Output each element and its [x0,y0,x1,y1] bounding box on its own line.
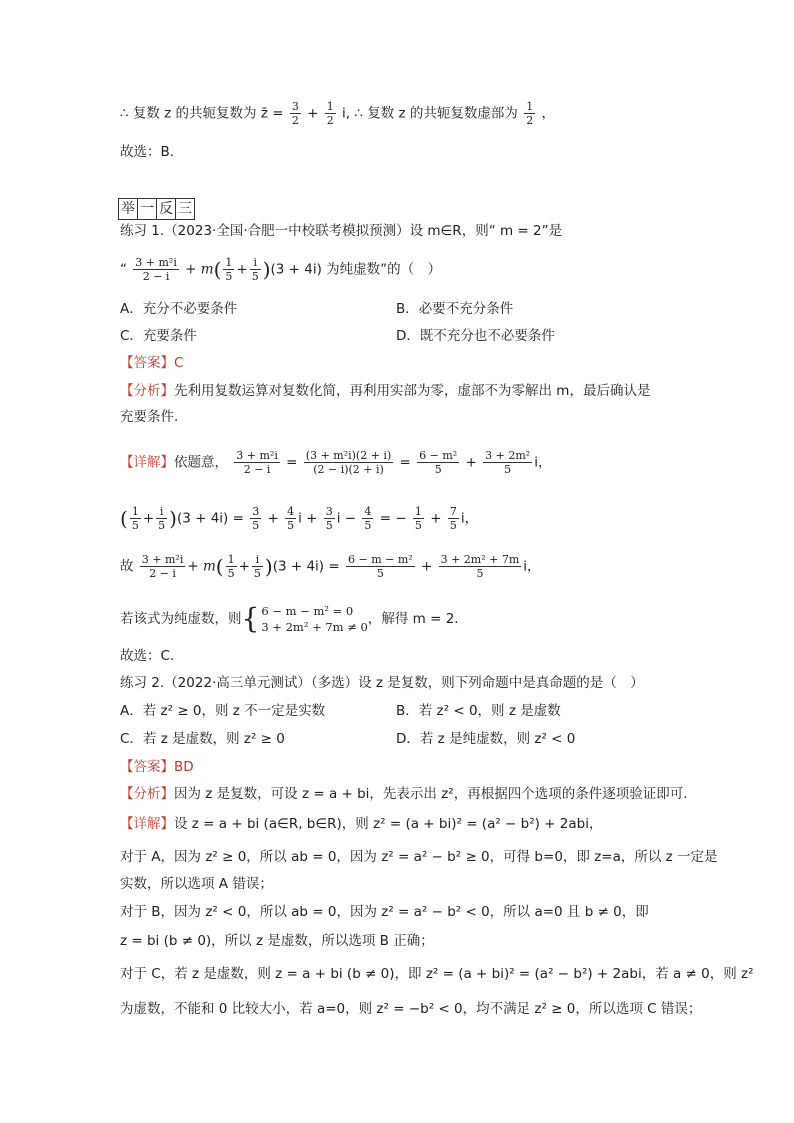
analysis-line-1: 【分析】先利用复数运算对复数化简，再利用实部为零，虚部不为零解出 m，最后确认是 [120,383,651,399]
option-a: A．若 z² ≥ 0，则 z 不一定是实数 [120,703,326,719]
detail-tag: 【详解】 [120,454,174,471]
detail-line-1: 【详解】依题意， $\frac{\text{3 + m²i}}{2 - i}$ = $\frac{\text{(3 + m²i)(2 + i)}}{(2 - i)(2 + i)}$ = $\frac{\text{6 − m²}}{5}$ + $\frac{\text{3 + 2m²}}{5}$ i， [120,449,552,476]
option-d: D．若 z 是纯虚数，则 z² < 0 [396,731,576,747]
case-b-line-2: z = bi (b ≠ 0)，所以 z 是虚数，所以选项 B 正确； [120,933,434,949]
badge-char: 反 [156,199,175,219]
answer-b-line: 故选：B. [120,144,175,160]
exercise-1-expression: “ $\frac{\text{3 + m²i}}{2 - i}$ + m( $\frac{1}{5}$ + $\frac{i}{5}$ )(3 + 4i) 为纯虚数”的（ ） [120,256,442,283]
exercise-1-stem: 练习 1.（2023·全国·合肥一中校联考模拟预测）设 m∈R，则“ m = 2”是 [120,223,563,239]
conclusion-c: 故选：C. [120,648,175,664]
answer-value: C [174,355,184,371]
option-c: C．充要条件 [120,328,197,344]
exercise-2-stem: 练习 2.（2022·高三单元测试）（多选）设 z 是复数，则下列命题中是真命题的是（ ） [120,675,644,691]
conjugate-line: ∴ 复数 z 的共轭复数为 z̄ = $\frac{3}{2}$ + $\frac{1}{2}$ i, ∴ 复数 z 的共轭复数虚部为 $\frac{1}{2}$ ， [120,100,556,127]
option-a: A．充分不必要条件 [120,301,238,317]
detail-line-1: 【详解】设 z = a + bi (a∈R, b∈R)，则 z² = (a + bi)² = (a² − b²) + 2abi， [120,816,603,832]
conjugate-text-mid: i, ∴ 复数 z 的共轭复数虚部为 [342,105,523,122]
conjugate-text-start: ∴ 复数 z 的共轭复数为 z̄ = [120,105,288,122]
system-eq-2: 3 + 2m² + 7m ≠ 0 [261,620,368,634]
case-c-line-2: 为虚数，不能和 0 比较大小，若 a=0，则 z² = −b² < 0，均不满足 z² ≥ 0，所以选项 C 错误； [120,1001,702,1017]
case-a-line-2: 实数，所以选项 A 错误； [120,876,273,892]
section-badge [118,198,195,220]
case-c-line-1: 对于 C，若 z 是虚数，则 z = a + bi (b ≠ 0)，即 z² = (a + bi)² = (a² − b²) + 2abi，若 a ≠ 0，则 z² [120,966,754,982]
badge-char: 举 [121,201,135,217]
option-b: B．若 z² < 0，则 z 是虚数 [396,703,561,719]
answer-tag: 【答案】 [120,759,174,775]
detail-line-3: 故 $\frac{\text{3 + m²i}}{2 - i}$ + m( $\frac{1}{5}$ + $\frac{i}{5}$ )(3 + 4i) = $\frac{\text{6 − m − m²}}{5}$ + $\frac{\text{3 + 2m² + 7m}}{5}$ i， [120,553,541,580]
analysis-tag: 【分析】 [120,786,174,802]
option-d: D．既不充分也不必要条件 [396,328,555,344]
fraction-one-half: $\frac{1}{2}$ [326,100,334,127]
badge-char: 一 [137,199,156,219]
answer-line [120,353,183,373]
case-a-line-1: 对于 A，因为 z² ≥ 0，所以 ab = 0，因为 z² = a² − b² ≥ 0，可得 b=0，即 z=a，所以 z 一定是 [120,849,718,865]
detail-line-4: 若该式为纯虚数，则{ 6 − m − m² = 0 3 + 2m² + 7m ≠ 0 ，解得 m = 2. [120,602,459,635]
fraction-three-halves: $\frac{3}{2}$ [291,100,299,127]
detail-line-2: ( $\frac{1}{5}$ + $\frac{i}{5}$ )(3 + 4i) = $\frac{3}{5}$ + $\frac{4}{5}$ i + $\frac{3}{5}$ i − $\frac{4}{5}$ = − $\frac{1}{5}$ + $\frac{7}{5}$ i， [120,505,479,532]
fraction-imag-part: $\frac{1}{2}$ [526,100,534,127]
detail-tag: 【详解】 [120,816,174,832]
answer-value: BD [174,759,194,775]
system-eq-1: 6 − m − m² = 0 [261,604,354,618]
option-c: C．若 z 是虚数，则 z² ≥ 0 [120,731,285,747]
option-b: B．必要不充分条件 [396,301,514,317]
answer-line [120,757,194,777]
analysis-line: 【分析】因为 z 是复数，可设 z = a + bi，先表示出 z²，再根据四个选项的条件逐项验证即可. [120,786,688,802]
analysis-line-2: 充要条件. [120,409,179,425]
case-b-line-1: 对于 B，因为 z² < 0，所以 ab = 0，因为 z² = a² − b² < 0，所以 a=0 且 b ≠ 0，即 [120,904,649,920]
answer-tag: 【答案】 [120,355,174,371]
badge-char: 三 [175,199,194,219]
analysis-tag: 【分析】 [120,383,174,399]
